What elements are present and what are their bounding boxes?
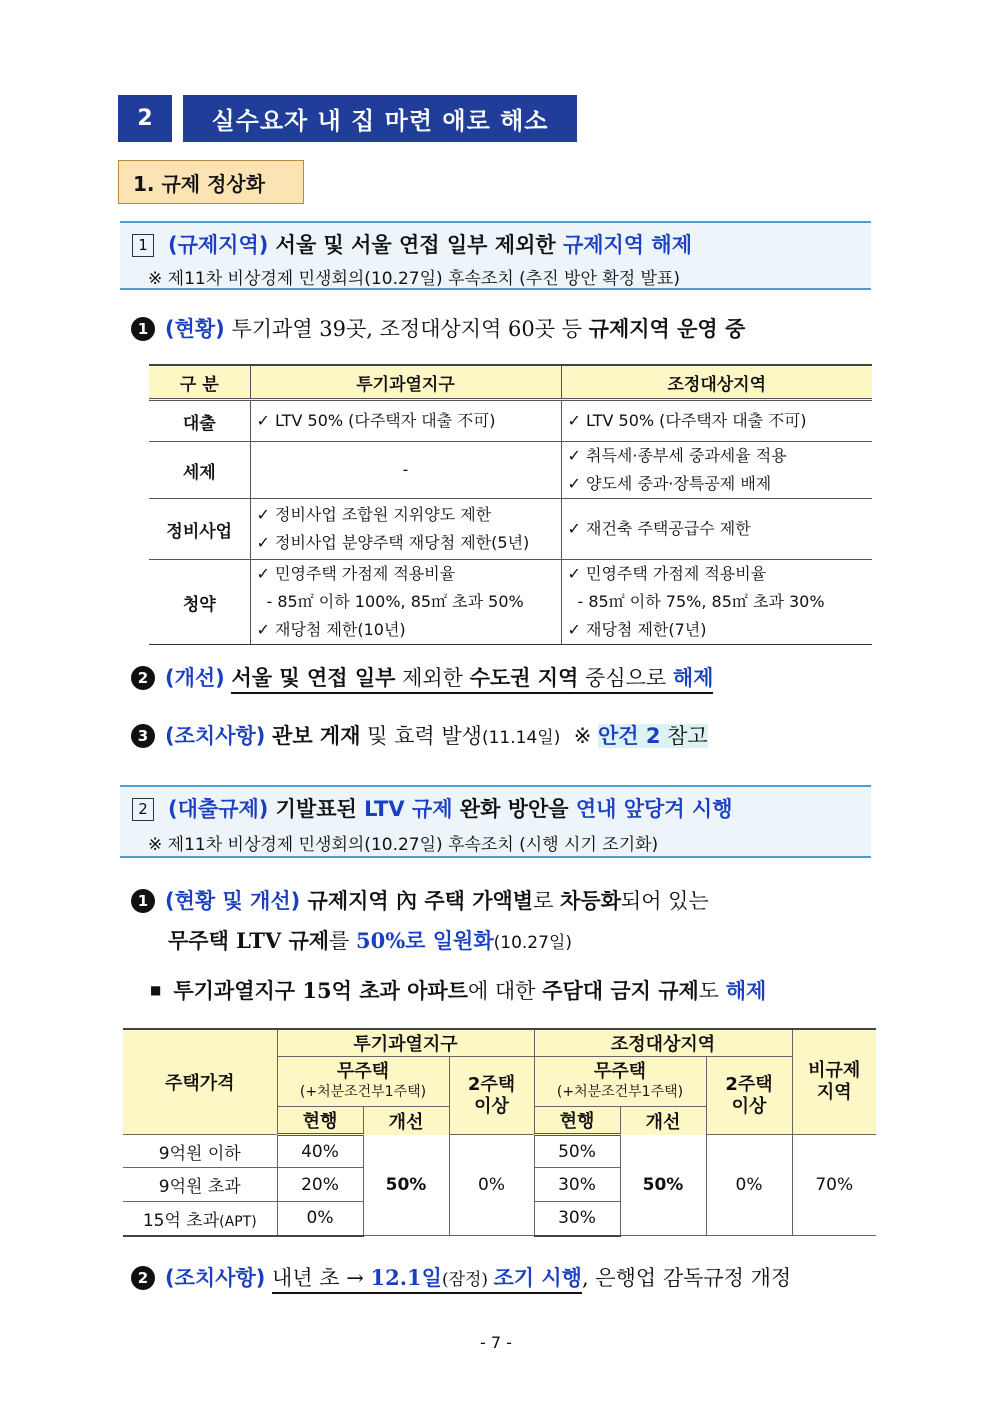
t1-cell-line: ✓ 취득세·종부세 중과세율 적용 [567, 446, 787, 465]
p4-tag: (현황 및 개선) [165, 889, 301, 913]
p2-text-a: 서울 및 연접 일부 [231, 665, 396, 690]
p2-tag: (개선) [165, 666, 225, 690]
p1-text-a: 투기과열 39곳, 조정대상지역 60곳 등 [224, 317, 589, 341]
t2-adj-improve: 50% [620, 1135, 706, 1236]
t1-cell [250, 400, 561, 442]
p5-text-c: 주담대 금지 규제 [542, 978, 699, 1003]
item2-box [120, 785, 871, 858]
t2-nohome-label: 무주택 [593, 1060, 647, 1082]
t1-cell-line: ✓ 민영주택 가점제 적용비율 [567, 564, 767, 583]
t1-row-label: 청약 [149, 560, 250, 645]
p6-line [131, 1262, 791, 1292]
p4-text-h: (10.27일) [493, 933, 572, 953]
item2-title-c: 완화 방안을 [452, 797, 576, 821]
p6-text-b: 12.1일 [370, 1265, 442, 1290]
t1-cell [561, 499, 872, 560]
t1-cell-line: ✓ 정비사업 조합원 지위양도 제한 [256, 505, 492, 524]
t2-header-nohome [277, 1057, 449, 1107]
item1-note: ※ 제11차 비상경제 민생회의(10.27일) 후속조치 (추진 방안 확정 발표) [148, 269, 681, 289]
p2-text-e: 해제 [672, 665, 714, 690]
p2-text-d: 중심으로 [578, 666, 673, 690]
p3-line [131, 720, 708, 750]
p2-bullet: 2 [131, 666, 155, 690]
p1-line [131, 313, 745, 343]
t2-header-nohome [534, 1057, 706, 1107]
page-number: - 7 - [480, 1333, 512, 1352]
t2-header-two: 2주택 이상 [449, 1057, 534, 1135]
p3-text-e: 안건 2 [597, 724, 661, 748]
p6-bullet: 2 [131, 1266, 155, 1290]
p2-text-b: 제외한 [395, 666, 470, 690]
p3-text-b: 및 효력 발생 [360, 724, 482, 748]
p4-line1 [131, 885, 709, 915]
t2-adj-two: 0% [706, 1135, 792, 1236]
item1-title-b: 규제지역 해제 [562, 233, 692, 257]
t1-header-1: 투기과열지구 [250, 365, 561, 400]
t2-adj-current: 50% [534, 1135, 620, 1168]
t2-spec-current: 0% [277, 1202, 363, 1236]
p4-text-e: 무주택 LTV 규제 [168, 928, 330, 953]
t2-header-improve: 개선 [620, 1107, 706, 1135]
t2-nohome-sub: (+처분조건부1주택) [556, 1083, 684, 1100]
t1-cell-line: ✓ 재당첨 제한(10년) [256, 620, 406, 639]
t1-cell-line: - 85㎡ 이하 100%, 85㎡ 초과 50% [266, 592, 524, 611]
t2-spec-current: 40% [277, 1135, 363, 1168]
p5-line [150, 975, 766, 1005]
p4-text-d: 되어 있는 [620, 889, 709, 913]
t2-adj-current: 30% [534, 1168, 620, 1202]
t2-spec-improve: 50% [363, 1135, 449, 1236]
p5-text-a: 투기과열지구 15억 초과 아파트 [173, 978, 468, 1003]
item2-title-b: LTV 규제 [364, 797, 453, 821]
t2-price [123, 1202, 277, 1236]
p4-text-c: 차등화 [560, 888, 621, 913]
t2-nohome-label: 무주택 [336, 1060, 390, 1082]
t2-nohome-sub: (+처분조건부1주택) [299, 1083, 427, 1100]
item2-title [132, 793, 733, 823]
p6-text-c: (잠정) [441, 1270, 494, 1290]
p4-text-g: 50%로 일원화 [356, 928, 494, 953]
t1-cell-line: ✓ 양도세 중과·장특공제 배제 [567, 474, 772, 493]
subheading: 1. 규제 정상화 [118, 160, 304, 204]
t2-price-sub: (APT) [219, 1213, 257, 1230]
p5-text-d: 도 [698, 979, 726, 1003]
t1-cell [561, 442, 872, 499]
t2-header-price: 주택가격 [123, 1029, 277, 1135]
t1-cell-line: ✓ LTV 50% (다주택자 대출 不可) [567, 411, 807, 430]
p3-bullet: 3 [131, 724, 155, 748]
t2-spec-two: 0% [449, 1135, 534, 1236]
p3-text-d: ※ [573, 724, 598, 748]
item1-title-a: 서울 및 서울 연접 일부 제외한 [268, 233, 563, 257]
section-number: 2 [118, 95, 172, 142]
item1-number: 1 [132, 234, 154, 257]
t1-cell [561, 560, 872, 645]
p6-text-a: 내년 초 → [272, 1266, 371, 1290]
t1-cell-line: - [402, 460, 409, 479]
t1-cell [250, 499, 561, 560]
p2-text-c: 수도권 지역 [469, 665, 579, 690]
t2-header-nonreg: 비규제 지역 [792, 1029, 876, 1135]
t2-spec-current: 20% [277, 1168, 363, 1202]
t2-price: 9억원 초과 [123, 1168, 277, 1202]
t1-cell-line: ✓ LTV 50% (다주택자 대출 不可) [256, 411, 496, 430]
t2-header-current: 현행 [534, 1107, 620, 1135]
t2-header-two: 2주택 이상 [706, 1057, 792, 1135]
square-bullet-icon: ■ [150, 983, 162, 997]
t2-header-speculation: 투기과열지구 [277, 1029, 534, 1057]
t2-price: 9억원 이하 [123, 1135, 277, 1168]
p1-text-b: 규제지역 운영 중 [588, 316, 746, 341]
t2-adj-current: 30% [534, 1202, 620, 1236]
p5-text-e: 해제 [725, 978, 767, 1003]
item1-tag: (규제지역) [168, 233, 269, 257]
p6-text-d: 조기 시행 [493, 1265, 582, 1290]
t1-cell [250, 560, 561, 645]
p6-tag: (조치사항) [165, 1266, 266, 1290]
p4-text-f: 를 [329, 929, 356, 953]
t1-cell-line: ✓ 정비사업 분양주택 재당첨 제한(5년) [256, 533, 530, 552]
p3-text-c: (11.14일) [481, 728, 561, 748]
t1-header-2: 조정대상지역 [561, 365, 872, 400]
t1-cell [250, 442, 561, 499]
t1-cell-line: ✓ 민영주택 가점제 적용비율 [256, 564, 456, 583]
p4-bullet: 1 [131, 889, 155, 913]
p3-text-f: 참고 [660, 724, 708, 748]
regulation-table [149, 364, 872, 645]
item2-note: ※ 제11차 비상경제 민생회의(10.27일) 후속조치 (시행 시기 조기화) [148, 835, 659, 855]
t1-row-label: 정비사업 [149, 499, 250, 560]
item2-title-a: 기발표된 [268, 797, 365, 821]
item1-title [132, 229, 692, 259]
p4-line2 [168, 925, 572, 955]
item1-box [120, 221, 871, 290]
p3-tag: (조치사항) [165, 724, 266, 748]
t1-cell-line: ✓ 재건축 주택공급수 제한 [567, 519, 751, 538]
t1-header-0: 구 분 [149, 365, 250, 400]
section-title: 실수요자 내 집 마련 애로 해소 [183, 95, 577, 142]
t1-cell [561, 400, 872, 442]
t2-nonreg: 70% [792, 1135, 876, 1236]
p2-line [131, 662, 713, 692]
item2-title-d: 연내 앞당겨 시행 [575, 797, 733, 821]
t1-row-label: 대출 [149, 400, 250, 442]
p5-text-b: 에 대한 [467, 979, 543, 1003]
item2-number: 2 [132, 798, 154, 821]
p4-text-b: 로 [533, 889, 561, 913]
t2-header-current: 현행 [277, 1107, 363, 1135]
t2-header-improve: 개선 [363, 1107, 449, 1135]
p6-text-e: , 은행업 감독규정 개정 [581, 1266, 792, 1290]
p1-tag: (현황) [165, 317, 225, 341]
t1-cell-line: ✓ 재당첨 제한(7년) [567, 620, 707, 639]
t1-cell-line: - 85㎡ 이하 75%, 85㎡ 초과 30% [577, 592, 825, 611]
t2-price-main: 15억 초과 [142, 1210, 220, 1231]
p3-text-a: 관보 게재 [272, 723, 361, 748]
ltv-table [123, 1028, 876, 1237]
p4-text-a: 규제지역 內 주택 가액별 [300, 888, 534, 913]
t2-header-adjust: 조정대상지역 [534, 1029, 792, 1057]
p1-bullet: 1 [131, 317, 155, 341]
item2-tag: (대출규제) [168, 797, 269, 821]
t1-row-label: 세제 [149, 442, 250, 499]
